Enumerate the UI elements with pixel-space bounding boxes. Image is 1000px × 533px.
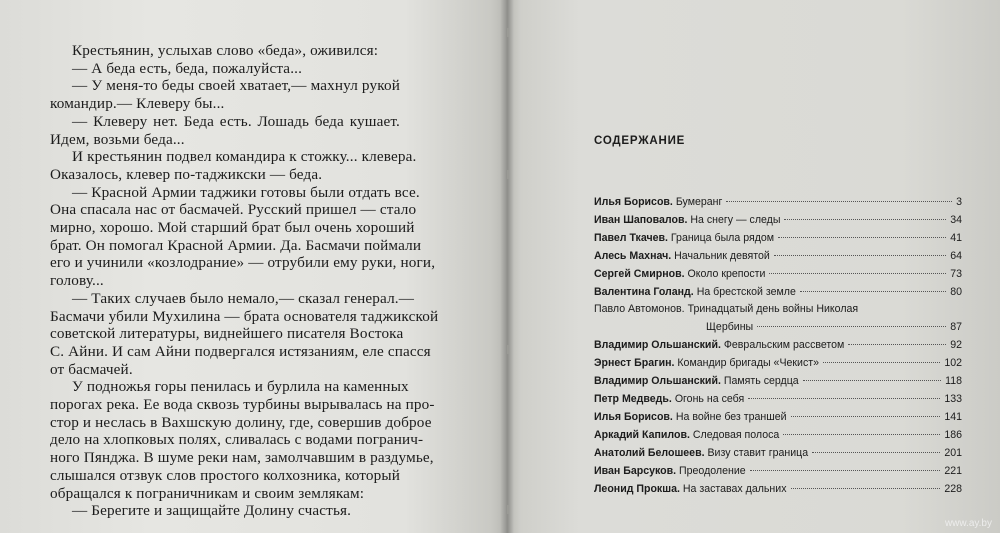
toc-leader-dots [791, 416, 941, 417]
toc-title: Преодоление [679, 464, 746, 477]
text-line: С. Айни. И сам Айни подвергался истязаниям, еле спасся [50, 342, 431, 360]
toc-title: Следовая полоса [692, 428, 780, 441]
toc-leader-dots [774, 255, 946, 256]
toc-author: Леонид Прокша. [594, 482, 680, 495]
toc-page-number: 3 [956, 196, 962, 208]
text-line: голову... [50, 272, 104, 290]
toc-page-number: 141 [944, 410, 962, 423]
toc-entry [594, 373, 962, 391]
toc-leader-dots [803, 380, 941, 381]
toc-page-number: 87 [950, 321, 962, 334]
text-line: Оказалось, клевер по-таджикски — беда. [50, 165, 323, 183]
toc-leader-dots [748, 398, 940, 399]
toc-entry [594, 230, 962, 248]
text-line: стор и неслась в Вахшскую долину, где, совершив доброе [50, 413, 432, 431]
toc-entry [594, 355, 962, 373]
text-line: ного Пянджа. В шуме реки нам, замолчавшим в раздумье, [50, 449, 434, 467]
text-line: Она спасала нас от басмачей. Русский пришел — стало [50, 201, 417, 219]
toc-author: Павло Автомонов. [594, 303, 685, 316]
toc-page-number: 133 [944, 392, 962, 405]
text-line: И крестьянин подвел командира к стожку... клевера. [72, 148, 417, 166]
toc-title: Тринадцатый день войны Николая [687, 303, 859, 316]
toc-entry [594, 337, 962, 355]
toc-page-number: 221 [944, 464, 962, 477]
toc-entry [594, 481, 962, 499]
toc-entry [594, 445, 962, 463]
toc-leader-dots [778, 237, 946, 238]
toc-leader-dots [848, 344, 946, 345]
toc-author: Петр Медведь. [594, 392, 672, 405]
toc-entry-continuation [594, 319, 962, 337]
text-line: дело на хлопковых полях, сливалась с водами погранич- [50, 431, 424, 449]
toc-leader-dots [783, 434, 940, 435]
toc-author: Владимир Ольшанский. [594, 339, 721, 352]
book-gutter [500, 0, 514, 533]
toc-title: Визу ставит граница [707, 446, 809, 459]
toc-title: Бумеранг [675, 196, 723, 208]
binding-stitch [507, 28, 509, 37]
watermark: www.ay.by [944, 518, 992, 529]
toc-entry [594, 284, 962, 302]
text-line: — Берегите и защищайте Долину счастья. [72, 502, 352, 520]
toc-title: Около крепости [687, 267, 766, 280]
toc-page-number: 41 [950, 231, 962, 244]
toc-title: На снегу — следы [690, 213, 781, 226]
text-line: — Таких случаев было немало,— сказал генерал.— [72, 289, 415, 307]
text-line: — А беда есть, беда, пожалуйста... [72, 59, 303, 77]
toc-author: Павел Ткачев. [594, 231, 668, 244]
toc-leader-dots [812, 452, 940, 453]
toc-title: Огонь на себя [674, 392, 745, 405]
toc-leader-dots [726, 201, 952, 202]
toc-author: Алесь Махнач. [594, 249, 672, 262]
table-of-contents [594, 194, 962, 498]
toc-entry [594, 248, 962, 266]
toc-page-number: 64 [950, 249, 962, 262]
text-line: обращался к пограничникам и своим землякам: [50, 484, 365, 502]
toc-author: Валентина Голанд. [594, 285, 694, 298]
text-line: порогах река. Ее вода сквозь турбины вырывалась на про- [50, 396, 435, 414]
toc-author: Владимир Ольшанский. [594, 375, 721, 388]
binding-stitch [507, 505, 509, 514]
text-line: — Клеверу нет. Беда есть. Лошадь беда кушает. [72, 112, 400, 130]
toc-entry [594, 212, 962, 230]
text-line: от басмачей. [50, 360, 133, 378]
binding-stitch [507, 345, 509, 354]
toc-author: Илья Борисов. [594, 196, 673, 208]
toc-title: На брестской земле [696, 285, 796, 298]
text-line: его и учинили «козлодрание» — отрубили ему руки, ноги, [50, 254, 436, 272]
toc-title: Февральским рассветом [723, 339, 845, 352]
text-line: брат. Он помогал Красной Армии. Да. Басмачи поймали [50, 236, 422, 254]
toc-entry [594, 266, 962, 284]
text-line: — Красной Армии таджики готовы были отдать все. [72, 183, 420, 201]
toc-page-number: 228 [944, 482, 962, 495]
toc-leader-dots [769, 273, 946, 274]
toc-entry [594, 427, 962, 445]
toc-title: На заставах дальних [682, 482, 787, 495]
toc-author: Аркадий Капилов. [594, 428, 690, 441]
toc-title: Память сердца [723, 375, 799, 388]
toc-page-number: 186 [944, 428, 962, 441]
toc-leader-dots [750, 470, 941, 471]
toc-title: Граница была рядом [670, 231, 775, 244]
text-line: советской литературы, виднейшего писателя Востока [50, 325, 404, 343]
text-line: Идем, возьми беда... [50, 130, 185, 148]
text-line: мирно, хорошо. Мой старший брат был очень хороший [50, 219, 415, 237]
text-line: У подножья горы пенилась и бурлила на каменных [72, 378, 409, 396]
text-line: командир.— Клеверу бы... [50, 95, 225, 113]
toc-page-number: 34 [950, 213, 962, 226]
toc-page-number: 118 [945, 375, 962, 388]
binding-stitch [507, 170, 509, 179]
text-line: Крестьянин, услыхав слово «беда», оживился: [72, 42, 379, 59]
toc-leader-dots [823, 362, 940, 363]
toc-entry [594, 301, 962, 319]
toc-leader-dots [791, 488, 941, 489]
toc-entry [594, 391, 962, 409]
toc-entry [594, 409, 962, 427]
toc-page-number: 73 [950, 267, 962, 280]
toc-author: Эрнест Брагин. [594, 357, 675, 370]
toc-leader-dots [800, 291, 946, 292]
toc-author: Иван Барсуков. [594, 464, 677, 477]
toc-title: Начальник девятой [674, 249, 770, 262]
toc-leader-dots [784, 219, 946, 220]
toc-author: Анатолий Белошеев. [594, 446, 705, 459]
toc-author: Илья Борисов. [594, 410, 673, 423]
toc-page-number: 92 [950, 339, 962, 352]
toc-page-number: 201 [944, 446, 962, 459]
toc-entry [594, 194, 962, 212]
toc-author: Сергей Смирнов. [594, 267, 685, 280]
toc-leader-dots [757, 326, 946, 327]
toc-title: Командир бригады «Чекист» [677, 357, 819, 370]
toc-title-continuation: Щербины [706, 321, 754, 334]
text-line: — У меня-то беды своей хватает,— махнул рукой [72, 77, 400, 95]
toc-author: Иван Шаповалов. [594, 213, 688, 226]
toc-entry [594, 463, 962, 481]
toc-page-number: 80 [950, 285, 962, 298]
toc-page-number: 102 [944, 357, 962, 370]
contents-heading: СОДЕРЖАНИЕ [594, 135, 686, 147]
text-line: слышался отзвук слов простого колхозника, который [50, 466, 400, 484]
text-line: Басмачи убили Мухилина — брата основателя таджикской [50, 307, 439, 325]
story-text [50, 42, 439, 520]
toc-title: На войне без траншей [675, 410, 787, 423]
